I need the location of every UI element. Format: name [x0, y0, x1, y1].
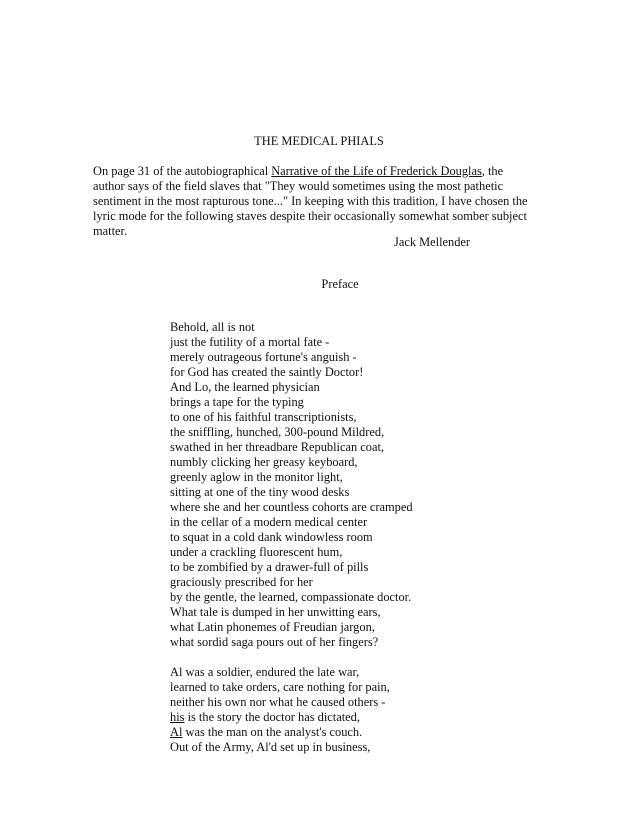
poem-line [170, 710, 570, 725]
intro-line-1 [93, 164, 553, 179]
poem-line: to one of his faithful transcriptionists, [170, 410, 357, 424]
intro-paragraph [93, 164, 553, 239]
poem-line: What tale is dumped in her unwitting ears, [170, 605, 381, 619]
underlined-word: his [170, 710, 185, 724]
poem-line: the sniffling, hunched, 300-pound Mildred, [170, 425, 385, 439]
intro-text: , the [481, 164, 504, 178]
intro-line-5: matter. [93, 224, 128, 238]
author-name: Jack Mellender [394, 235, 471, 249]
section-heading-preface: Preface [321, 277, 359, 291]
stanza-break [170, 650, 570, 665]
poem-line: learned to take orders, care nothing for pain, [170, 680, 390, 694]
poem-line: sitting at one of the tiny wood desks [170, 485, 350, 499]
intro-line-3: sentiment in the most rapturous tone..." In keeping with this tradition, I have chosen the [93, 194, 528, 208]
poem-line: merely outrageous fortune's anguish - [170, 350, 357, 364]
poem-line: where she and her countless cohorts are cramped [170, 500, 413, 514]
intro-line-2: author says of the field slaves that "They would sometimes using the most pathetic [93, 179, 504, 193]
book-title-reference: Narrative of the Life of Frederick Douglas [271, 164, 482, 178]
intro-text: On page 31 of the autobiographical [93, 164, 272, 178]
poem-line: swathed in her threadbare Republican coat, [170, 440, 384, 454]
poem-text: was the man on the analyst's couch. [182, 725, 363, 739]
poem-line: by the gentle, the learned, compassionate doctor. [170, 590, 412, 604]
poem-line [170, 725, 570, 740]
poem-line: in the cellar of a modern medical center [170, 515, 368, 529]
poem-line: for God has created the saintly Doctor! [170, 365, 364, 379]
poem-line: Behold, all is not [170, 320, 255, 334]
poem-line: under a crackling fluorescent hum, [170, 545, 343, 559]
poem-line: neither his own nor what he caused others - [170, 695, 386, 709]
intro-line-4: lyric mode for the following staves despite their occasionally somewhat somber subject [93, 209, 527, 223]
poem-line: to be zombified by a drawer-full of pills [170, 560, 369, 574]
poem-line: Out of the Army, Al'd set up in business, [170, 740, 371, 754]
underlined-word: Al [170, 725, 183, 739]
poem-line: to squat in a cold dank windowless room [170, 530, 373, 544]
poem-line: just the futility of a mortal fate - [170, 335, 330, 349]
poem-line: brings a tape for the typing [170, 395, 304, 409]
poem-line: what Latin phonemes of Freudian jargon, [170, 620, 375, 634]
poem-line: what sordid saga pours out of her fingers? [170, 635, 379, 649]
poem [170, 320, 570, 755]
poem-line: numbly clicking her greasy keyboard, [170, 455, 358, 469]
poem-line: And Lo, the learned physician [170, 380, 320, 394]
poem-text: is the story the doctor has dictated, [184, 710, 360, 724]
poem-line: Al was a soldier, endured the late war, [170, 665, 360, 679]
poem-line: greenly aglow in the monitor light, [170, 470, 343, 484]
poem-line: graciously prescribed for her [170, 575, 313, 589]
document-title: THE MEDICAL PHIALS [254, 134, 384, 148]
